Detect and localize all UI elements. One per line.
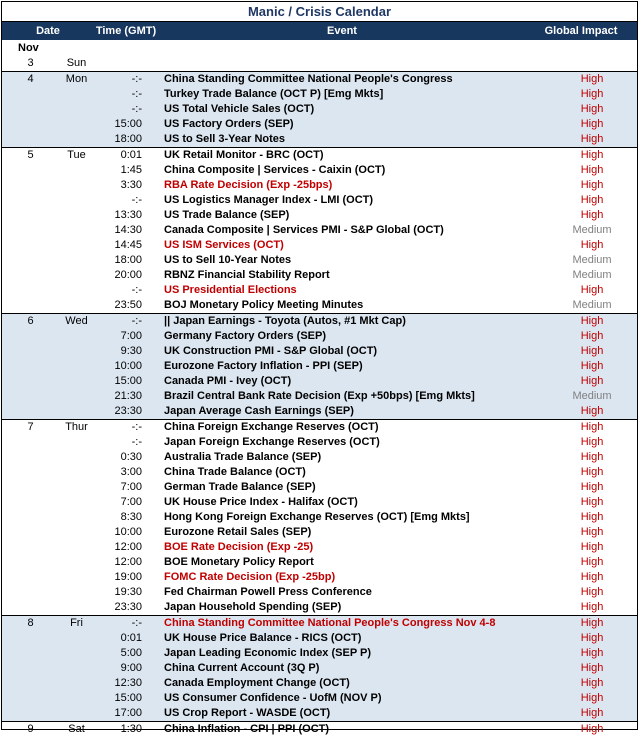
table-row bbox=[2, 570, 637, 585]
event-name: BOJ Monetary Policy Meeting Minutes bbox=[164, 299, 364, 311]
event-name: Eurozone Retail Sales (SEP) bbox=[164, 526, 312, 538]
event-time: 23:30 bbox=[114, 601, 142, 613]
table-row bbox=[2, 313, 637, 329]
day-of-week: Fri bbox=[70, 617, 83, 629]
calendar-body bbox=[2, 56, 637, 737]
event-time: 18:00 bbox=[114, 133, 142, 145]
event-name: Brazil Central Bank Rate Decision (Exp +50bps) [Emg Mkts] bbox=[164, 390, 475, 402]
event-time: 0:01 bbox=[120, 149, 142, 161]
day-number: 3 bbox=[27, 57, 34, 69]
impact-level: High bbox=[580, 586, 604, 598]
event-name: BOE Monetary Policy Report bbox=[164, 556, 314, 568]
table-row bbox=[2, 56, 637, 71]
event-name: Canada Employment Change (OCT) bbox=[164, 677, 350, 689]
event-time: 18:00 bbox=[114, 254, 142, 266]
event-name: US Presidential Elections bbox=[164, 284, 297, 296]
day-of-week: Tue bbox=[67, 149, 86, 161]
table-row bbox=[2, 404, 637, 419]
impact-level: High bbox=[580, 239, 604, 251]
table-row bbox=[2, 329, 637, 344]
table-row bbox=[2, 268, 637, 283]
event-name: Japan Average Cash Earnings (SEP) bbox=[164, 405, 354, 417]
event-name: || Japan Earnings - Toyota (Autos, #1 Mkt Cap) bbox=[164, 315, 406, 327]
impact-level: High bbox=[580, 405, 604, 417]
table-row bbox=[2, 600, 637, 615]
table-row bbox=[2, 661, 637, 676]
impact-level: High bbox=[580, 707, 604, 719]
impact-level: Medium bbox=[572, 390, 612, 402]
day-number: 7 bbox=[27, 421, 34, 433]
impact-level: High bbox=[580, 466, 604, 478]
table-row bbox=[2, 283, 637, 298]
table-row bbox=[2, 706, 637, 721]
event-time: 13:30 bbox=[114, 209, 142, 221]
impact-level: High bbox=[580, 88, 604, 100]
impact-level: Medium bbox=[572, 254, 612, 266]
table-row bbox=[2, 419, 637, 435]
table-row bbox=[2, 721, 637, 737]
event-name: US Trade Balance (SEP) bbox=[164, 209, 290, 221]
impact-level: Medium bbox=[572, 299, 612, 311]
table-row bbox=[2, 495, 637, 510]
table-row bbox=[2, 555, 637, 570]
event-name: China Standing Committee National People's Congress Nov 4-8 bbox=[164, 617, 496, 629]
event-time: -:- bbox=[131, 284, 142, 296]
event-time: -:- bbox=[131, 315, 142, 327]
table-row bbox=[2, 71, 637, 87]
event-name: Australia Trade Balance (SEP) bbox=[164, 451, 322, 463]
impact-level: High bbox=[580, 375, 604, 387]
table-row bbox=[2, 540, 637, 555]
event-name: China Inflation - CPI | PPI (OCT) bbox=[164, 723, 330, 735]
event-name: UK Construction PMI - S&P Global (OCT) bbox=[164, 345, 378, 357]
event-time: 9:00 bbox=[120, 662, 142, 674]
table-row bbox=[2, 344, 637, 359]
event-name: Eurozone Factory Inflation - PPI (SEP) bbox=[164, 360, 363, 372]
event-time: 5:00 bbox=[120, 647, 142, 659]
event-time: 17:00 bbox=[114, 707, 142, 719]
table-row bbox=[2, 208, 637, 223]
event-name: US Factory Orders (SEP) bbox=[164, 118, 294, 130]
event-name: Canada Composite | Services PMI - S&P Global (OCT) bbox=[164, 224, 444, 236]
impact-level: High bbox=[580, 360, 604, 372]
event-name: RBA Rate Decision (Exp -25bps) bbox=[164, 179, 333, 191]
event-name: US to Sell 3-Year Notes bbox=[164, 133, 286, 145]
impact-level: High bbox=[580, 284, 604, 296]
event-time: 15:00 bbox=[114, 118, 142, 130]
crisis-calendar bbox=[1, 1, 638, 735]
impact-level: High bbox=[580, 73, 604, 85]
event-time: 20:00 bbox=[114, 269, 142, 281]
impact-level: High bbox=[580, 511, 604, 523]
day-number: 9 bbox=[27, 723, 34, 735]
impact-level: High bbox=[580, 164, 604, 176]
table-row bbox=[2, 525, 637, 540]
impact-level: High bbox=[580, 556, 604, 568]
table-row bbox=[2, 253, 637, 268]
header-event: Event bbox=[327, 25, 357, 37]
event-time: 19:30 bbox=[114, 586, 142, 598]
impact-level: High bbox=[580, 149, 604, 161]
event-name: China Current Account (3Q P) bbox=[164, 662, 320, 674]
table-row bbox=[2, 193, 637, 208]
table-row bbox=[2, 132, 637, 147]
impact-level: High bbox=[580, 330, 604, 342]
impact-level: High bbox=[580, 662, 604, 674]
event-name: Japan Household Spending (SEP) bbox=[164, 601, 342, 613]
event-name: UK Retail Monitor - BRC (OCT) bbox=[164, 149, 324, 161]
impact-level: High bbox=[580, 692, 604, 704]
table-row bbox=[2, 298, 637, 313]
event-name: China Foreign Exchange Reserves (OCT) bbox=[164, 421, 379, 433]
event-time: 21:30 bbox=[114, 390, 142, 402]
event-name: US Crop Report - WASDE (OCT) bbox=[164, 707, 331, 719]
event-time: -:- bbox=[131, 194, 142, 206]
day-number: 6 bbox=[27, 315, 34, 327]
event-time: 1:45 bbox=[120, 164, 142, 176]
table-row bbox=[2, 359, 637, 374]
event-time: -:- bbox=[131, 88, 142, 100]
impact-level: High bbox=[580, 451, 604, 463]
event-time: -:- bbox=[131, 421, 142, 433]
impact-level: High bbox=[580, 526, 604, 538]
day-of-week: Sat bbox=[68, 723, 85, 735]
table-row bbox=[2, 465, 637, 480]
table-row bbox=[2, 147, 637, 163]
event-name: BOE Rate Decision (Exp -25) bbox=[164, 541, 314, 553]
table-row bbox=[2, 389, 637, 404]
event-name: UK House Price Balance - RICS (OCT) bbox=[164, 632, 362, 644]
event-name: US to Sell 10-Year Notes bbox=[164, 254, 292, 266]
day-of-week: Wed bbox=[65, 315, 88, 327]
calendar-title: Manic / Crisis Calendar bbox=[2, 2, 637, 22]
table-row bbox=[2, 510, 637, 525]
event-time: -:- bbox=[131, 103, 142, 115]
event-time: 9:30 bbox=[120, 345, 142, 357]
table-row bbox=[2, 238, 637, 253]
month-label: Nov bbox=[18, 42, 39, 54]
day-number: 8 bbox=[27, 617, 34, 629]
event-time: 14:45 bbox=[114, 239, 142, 251]
impact-level: High bbox=[580, 723, 604, 735]
header-time: Time (GMT) bbox=[95, 25, 157, 37]
day-of-week: Sun bbox=[66, 57, 87, 69]
table-row bbox=[2, 223, 637, 238]
impact-level: High bbox=[580, 677, 604, 689]
event-time: 12:00 bbox=[114, 556, 142, 568]
event-name: US Total Vehicle Sales (OCT) bbox=[164, 103, 315, 115]
event-time: 12:00 bbox=[114, 541, 142, 553]
impact-level: High bbox=[580, 118, 604, 130]
impact-level: High bbox=[580, 436, 604, 448]
table-row bbox=[2, 102, 637, 117]
impact-level: High bbox=[580, 179, 604, 191]
event-time: 15:00 bbox=[114, 375, 142, 387]
event-time: 10:00 bbox=[114, 360, 142, 372]
day-of-week: Mon bbox=[65, 73, 88, 85]
impact-level: Medium bbox=[572, 269, 612, 281]
impact-level: High bbox=[580, 496, 604, 508]
table-row bbox=[2, 163, 637, 178]
event-name: Japan Leading Economic Index (SEP P) bbox=[164, 647, 372, 659]
event-name: China Trade Balance (OCT) bbox=[164, 466, 306, 478]
impact-level: High bbox=[580, 617, 604, 629]
table-row bbox=[2, 615, 637, 631]
event-time: 23:50 bbox=[114, 299, 142, 311]
event-time: 0:01 bbox=[120, 632, 142, 644]
event-time: -:- bbox=[131, 436, 142, 448]
impact-level: High bbox=[580, 209, 604, 221]
day-number: 4 bbox=[27, 73, 34, 85]
table-row bbox=[2, 691, 637, 706]
event-time: 10:00 bbox=[114, 526, 142, 538]
table-row bbox=[2, 646, 637, 661]
impact-level: High bbox=[580, 345, 604, 357]
impact-level: High bbox=[580, 103, 604, 115]
event-name: US Consumer Confidence - UofM (NOV P) bbox=[164, 692, 382, 704]
event-time: -:- bbox=[131, 617, 142, 629]
event-name: Canada PMI - Ivey (OCT) bbox=[164, 375, 292, 387]
event-name: US ISM Services (OCT) bbox=[164, 239, 284, 251]
event-name: German Trade Balance (SEP) bbox=[164, 481, 316, 493]
impact-level: High bbox=[580, 133, 604, 145]
header-impact: Global Impact Potential bbox=[544, 25, 618, 55]
event-name: FOMC Rate Decision (Exp -25bp) bbox=[164, 571, 336, 583]
impact-level: High bbox=[580, 315, 604, 327]
header-date: Date bbox=[36, 25, 60, 37]
event-name: UK House Price Index - Halifax (OCT) bbox=[164, 496, 358, 508]
day-number: 5 bbox=[27, 149, 34, 161]
event-time: 3:00 bbox=[120, 466, 142, 478]
table-row bbox=[2, 87, 637, 102]
impact-level: High bbox=[580, 647, 604, 659]
event-time: 12:30 bbox=[114, 677, 142, 689]
event-time: 7:00 bbox=[120, 481, 142, 493]
impact-level: Medium bbox=[572, 224, 612, 236]
day-of-week: Thur bbox=[65, 421, 88, 433]
impact-level: High bbox=[580, 194, 604, 206]
table-row bbox=[2, 117, 637, 132]
event-time: 19:00 bbox=[114, 571, 142, 583]
impact-level: High bbox=[580, 421, 604, 433]
table-row bbox=[2, 374, 637, 389]
table-row bbox=[2, 585, 637, 600]
table-row bbox=[2, 480, 637, 495]
event-time: 1:30 bbox=[120, 723, 142, 735]
impact-level: High bbox=[580, 541, 604, 553]
event-name: Japan Foreign Exchange Reserves (OCT) bbox=[164, 436, 380, 448]
event-name: RBNZ Financial Stability Report bbox=[164, 269, 330, 281]
event-time: 15:00 bbox=[114, 692, 142, 704]
event-name: China Composite | Services - Caixin (OCT) bbox=[164, 164, 386, 176]
event-name: Germany Factory Orders (SEP) bbox=[164, 330, 327, 342]
event-name: Turkey Trade Balance (OCT P) [Emg Mkts] bbox=[164, 88, 384, 100]
event-name: US Logistics Manager Index - LMI (OCT) bbox=[164, 194, 374, 206]
table-row bbox=[2, 435, 637, 450]
event-time: 23:30 bbox=[114, 405, 142, 417]
event-time: 0:30 bbox=[120, 451, 142, 463]
impact-level: High bbox=[580, 481, 604, 493]
impact-level: High bbox=[580, 632, 604, 644]
event-time: 7:00 bbox=[120, 496, 142, 508]
event-name: Hong Kong Foreign Exchange Reserves (OCT) [Emg Mkts] bbox=[164, 511, 470, 523]
event-time: 7:00 bbox=[120, 330, 142, 342]
event-time: 3:30 bbox=[120, 179, 142, 191]
table-row bbox=[2, 450, 637, 465]
event-time: 8:30 bbox=[120, 511, 142, 523]
impact-level: High bbox=[580, 601, 604, 613]
event-name: China Standing Committee National People's Congress bbox=[164, 73, 453, 85]
event-time: 14:30 bbox=[114, 224, 142, 236]
table-row bbox=[2, 631, 637, 646]
event-name: Fed Chairman Powell Press Conference bbox=[164, 586, 372, 598]
table-row bbox=[2, 676, 637, 691]
event-time: -:- bbox=[131, 73, 142, 85]
impact-level: High bbox=[580, 571, 604, 583]
table-row bbox=[2, 178, 637, 193]
